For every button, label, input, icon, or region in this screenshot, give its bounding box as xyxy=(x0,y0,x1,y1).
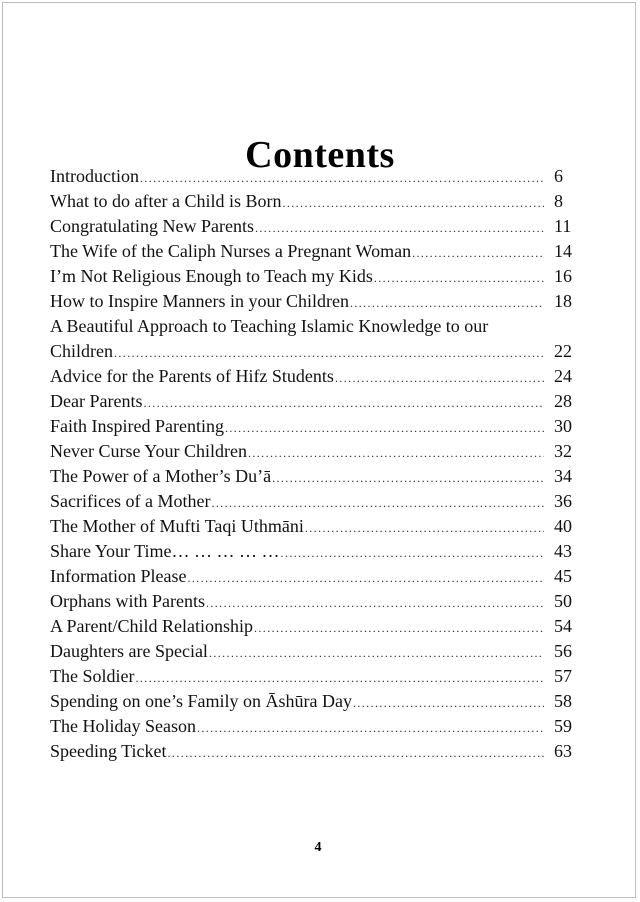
dot-leader xyxy=(254,619,544,637)
dot-leader xyxy=(335,369,544,387)
toc-entry-title: How to Inspire Manners in your Children xyxy=(50,291,349,311)
toc-entry-page: 58 xyxy=(554,691,572,711)
dot-leader xyxy=(135,669,544,687)
toc-entry-continuation xyxy=(50,339,578,364)
toc-entry xyxy=(50,689,578,714)
toc-entry xyxy=(50,439,578,464)
toc-entry-page: 45 xyxy=(554,566,572,586)
dot-leader xyxy=(143,394,544,412)
toc-entry-page: 11 xyxy=(554,216,572,236)
toc-entry xyxy=(50,289,578,314)
toc-entry-page: 54 xyxy=(554,616,572,636)
dot-leader xyxy=(412,244,544,262)
toc-entry xyxy=(50,389,578,414)
toc-entry xyxy=(50,164,578,189)
toc-entry xyxy=(50,264,578,289)
toc-entry xyxy=(50,214,578,239)
toc-entry-page: 34 xyxy=(554,466,572,486)
toc-entry-title-line2: Children xyxy=(50,341,113,361)
toc-entry-page: 59 xyxy=(554,716,572,736)
toc-entry xyxy=(50,464,578,489)
toc-entry-page: 24 xyxy=(554,366,572,386)
toc-entry-page: 22 xyxy=(554,341,572,361)
toc-entry-title: Information Please xyxy=(50,566,187,586)
toc-entry-page: 8 xyxy=(554,191,563,211)
dot-leader xyxy=(168,744,544,762)
toc-entry xyxy=(50,239,578,264)
toc-entry xyxy=(50,514,578,539)
dot-leader xyxy=(206,594,544,612)
dot-leader xyxy=(114,344,544,362)
toc-entry xyxy=(50,364,578,389)
table-of-contents xyxy=(50,164,578,764)
toc-entry-page: 43 xyxy=(554,541,572,561)
toc-entry-page: 16 xyxy=(554,266,572,286)
toc-entry-title: Never Curse Your Children xyxy=(50,441,247,461)
dot-leader xyxy=(350,294,544,312)
toc-entry-title: A Parent/Child Relationship xyxy=(50,616,253,636)
dot-leader xyxy=(209,644,544,662)
toc-entry-title: What to do after a Child is Born xyxy=(50,191,282,211)
toc-entry-title: Dear Parents xyxy=(50,391,143,411)
toc-entry xyxy=(50,489,578,514)
toc-entry-title: Orphans with Parents xyxy=(50,591,205,611)
toc-entry-page: 28 xyxy=(554,391,572,411)
toc-entry xyxy=(50,539,578,564)
dot-leader xyxy=(197,719,544,737)
toc-entry-title: Congratulating New Parents xyxy=(50,216,254,236)
toc-entry-page: 6 xyxy=(554,166,563,186)
toc-entry-page: 56 xyxy=(554,641,572,661)
toc-entry-title: Share Your Time… … … … … xyxy=(50,541,280,561)
toc-entry xyxy=(50,564,578,589)
toc-entry-title: Spending on one’s Family on Āshūra Day xyxy=(50,691,352,711)
toc-entry-title-line1: A Beautiful Approach to Teaching Islamic Knowledge to our xyxy=(50,316,489,336)
dot-leader xyxy=(353,694,544,712)
toc-entry-title: Introduction xyxy=(50,166,139,186)
dot-leader xyxy=(282,194,544,212)
toc-entry xyxy=(50,414,578,439)
toc-entry-title: Daughters are Special xyxy=(50,641,208,661)
page-title: Contents xyxy=(245,134,395,177)
toc-entry-page: 63 xyxy=(554,741,572,761)
toc-entry-page: 30 xyxy=(554,416,572,436)
toc-entry-title: The Power of a Mother’s Du’ā xyxy=(50,466,272,486)
toc-entry-title: Advice for the Parents of Hifz Students xyxy=(50,366,334,386)
toc-entry-page: 57 xyxy=(554,666,572,686)
toc-entry-title: Sacrifices of a Mother xyxy=(50,491,211,511)
toc-entry-page: 32 xyxy=(554,441,572,461)
toc-entry xyxy=(50,314,578,364)
toc-entry-page: 40 xyxy=(554,516,572,536)
toc-entry xyxy=(50,714,578,739)
toc-entry-title: The Mother of Mufti Taqi Uthmāni xyxy=(50,516,304,536)
toc-entry-page: 14 xyxy=(554,241,572,261)
toc-entry-title: The Wife of the Caliph Nurses a Pregnant Woman xyxy=(50,241,412,261)
dot-leader xyxy=(255,219,544,237)
dot-leader xyxy=(248,444,544,462)
toc-entry-page: 50 xyxy=(554,591,572,611)
toc-entry-title: The Holiday Season xyxy=(50,716,196,736)
toc-entry-page: 18 xyxy=(554,291,572,311)
dot-leader xyxy=(140,169,544,187)
toc-entry xyxy=(50,589,578,614)
toc-entry xyxy=(50,189,578,214)
toc-entry-title: Faith Inspired Parenting xyxy=(50,416,224,436)
page-number: 4 xyxy=(314,840,322,855)
toc-entry xyxy=(50,614,578,639)
toc-entry-page: 36 xyxy=(554,491,572,511)
dot-leader xyxy=(281,544,544,562)
dot-leader xyxy=(272,469,544,487)
toc-entry xyxy=(50,664,578,689)
toc-entry xyxy=(50,639,578,664)
dot-leader xyxy=(187,569,544,587)
toc-entry-title: Speeding Ticket xyxy=(50,741,167,761)
toc-entry-title: The Soldier xyxy=(50,666,135,686)
toc-entry xyxy=(50,739,578,764)
dot-leader xyxy=(305,519,544,537)
toc-entry-title: I’m Not Religious Enough to Teach my Kids xyxy=(50,266,373,286)
dot-leader xyxy=(211,494,544,512)
dot-leader xyxy=(374,269,544,287)
dot-leader xyxy=(225,419,544,437)
